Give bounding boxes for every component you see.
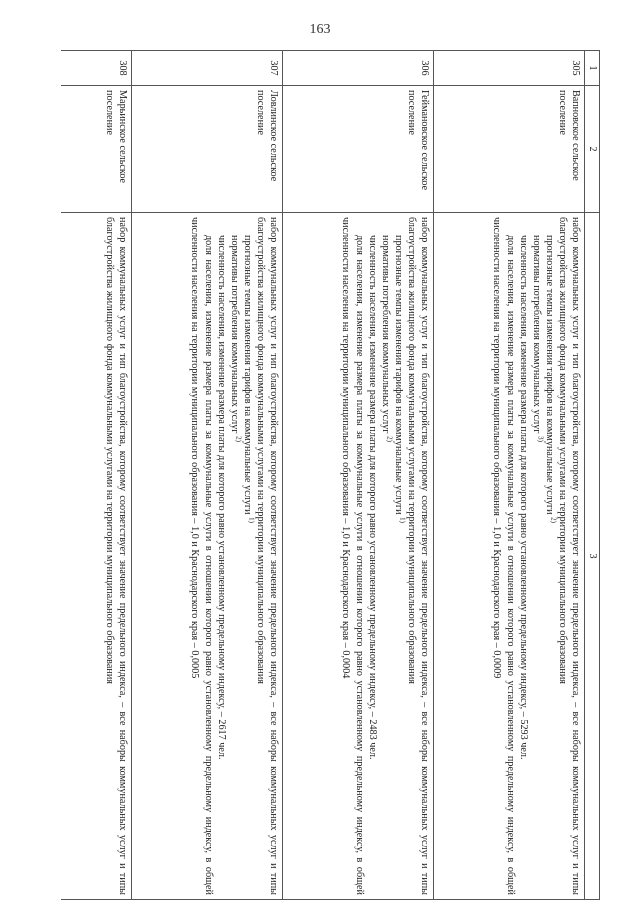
detail-line: доля населения, изменение размера платы за коммунальные услуги в отношении которого равно установленному предельному индексу, в общей численности населения на территории муниципального образования – 1,0 и Краснодарского края – 0,0005 [189,217,214,895]
detail-line: доля населения, изменение размера платы за коммунальные услуги в отношении которого равно установленному предельному индексу, в общей численности населения на территории муниципального образования – 1,0 и Краснодарского края – 0,0004 [340,217,365,895]
detail-line: прогнозные темпы изменения тарифов на коммунальные услуги $^{1)}$ [241,235,256,523]
settlement-name: Вапновское сельское поселение [434,86,585,213]
rotated-table-container [40,50,600,900]
detail-line: прогнозные темпы изменения тарифов на коммунальные услуги $^{1)}$ [392,235,407,523]
row-number: 307 [132,51,283,86]
settlement-name: Геймановское сельское поселение [283,86,434,213]
settlement-details [434,213,585,900]
detail-line: набор коммунальных услуг и тип благоустройства, которому соответствует значение предельного индекса, – все наборы коммунальных услуг и типы благоустройства жилищного фонда коммунальными услугами на территории муниципального образования [405,217,430,895]
detail-line: численность населения, изменение размера платы для которого равно установленному предельному индексу, – 2483 чел. [366,235,378,760]
detail-line: нормативы потребления коммунальных услуг $^{2)}$ [379,235,394,442]
settlement-details [283,213,434,900]
detail-line: численность населения, изменение размера платы для которого равно установленному предельному индексу, – 5293 чел. [517,235,529,760]
header-col-1: 1 [585,51,600,86]
row-number: 306 [283,51,434,86]
header-col-3: 3 [585,213,600,900]
header-col-2: 2 [585,86,600,213]
row-number: 305 [434,51,585,86]
detail-line: набор коммунальных услуг и тип благоустройства, которому соответствует значение предельного индекса, – все наборы коммунальных услуг и типы благоустройства жилищного фонда коммунальными услугами на территории муниципального образования [556,217,581,895]
table-header-row [585,51,600,900]
settlement-name: Ловлинское сельское поселение [132,86,283,213]
settlement-details [132,213,283,900]
detail-line: доля населения, изменение размера платы за коммунальные услуги в отношении которого равно установленному предельному индексу, в общей численности населения на территории муниципального образования – 1,0 и Краснодарского края – 0,0009 [491,217,516,895]
table-row [283,51,434,900]
row-number: 308 [61,51,132,86]
table-row [132,51,283,900]
table-row [61,51,132,900]
detail-line: численность населения, изменение размера платы для которого равно установленному предельному индексу, – 2617 чел. [215,235,227,760]
detail-line: набор коммунальных услуг и тип благоустройства, которому соответствует значение предельного индекса, – все наборы коммунальных услуг и типы благоустройства жилищного фонда коммунальными услугами на территории муниципального образования [254,217,279,895]
detail-line: нормативы потребления коммунальных услуг $^{2)}$ [228,235,243,442]
settlement-details [61,213,132,900]
detail-line: прогнозные темпы изменения тарифов на коммунальные услуги $^{2)}$ [543,235,558,523]
table-row [434,51,585,900]
page-number: 163 [309,22,331,37]
settlement-name: Марьинское сельское поселение [61,86,132,213]
detail-line: набор коммунальных услуг и тип благоустройства, которому соответствует значение предельного индекса, – все наборы коммунальных услуг и типы благоустройства жилищного фонда коммунальными услугами на территории муниципального образования [103,217,128,895]
detail-line: нормативы потребления коммунальных услуг $^{3)}$ [530,235,545,442]
settlements-table [61,50,600,900]
